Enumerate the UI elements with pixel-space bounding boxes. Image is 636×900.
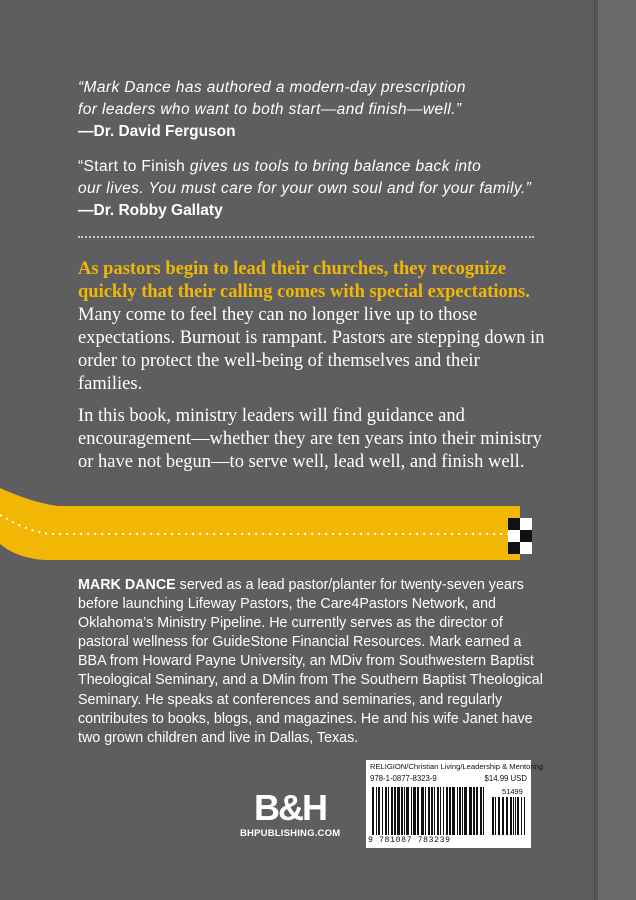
barcode-isbn: 978-1-0877-8323-9: [370, 774, 437, 783]
barcode-bar: [476, 787, 478, 835]
barcode-bar: [431, 787, 433, 835]
barcode-bar: [480, 787, 482, 835]
author-bio-text: served as a lead pastor/planter for twenty-seven years before launching Lifeway Pastors, the Care4Pastors Network, and Oklahoma’s Ministry Pipeline. He currently serves as the director of pastoral wellness for GuideStone Financial Resources. Mark earned a BBA from Howard Payne University, an MDiv from Southwestern Baptist Theological Seminary, and a DMin from The Southern Baptist Theological Seminary. He speaks at conferences and seminaries, and regularly contributes to books, blogs, and magazines. He and his wife Janet have two grown children and live in Dallas, Texas.: [78, 577, 543, 746]
barcode-bar: [394, 787, 396, 835]
checkered-flag: [508, 518, 532, 554]
barcode-price: $14.99 USD: [484, 774, 527, 783]
barcode-bar: [473, 787, 475, 835]
barcode-bar: [449, 787, 451, 835]
barcode-bar: [462, 787, 463, 835]
barcode-bar: [417, 787, 419, 835]
barcode-bar: [459, 787, 461, 835]
barcode-bar: [372, 787, 374, 835]
barcode-bar: [425, 787, 426, 835]
barcode-bar: [446, 787, 448, 835]
description-lead: As pastors begin to lead their churches, they recognize quickly that their calling comes with special expectations.: [78, 259, 530, 302]
barcode-addon-bar: [513, 797, 514, 835]
barcode-bar: [378, 787, 380, 835]
barcode-bar: [411, 787, 412, 835]
barcode-bar: [434, 787, 435, 835]
barcode-addon-bar: [506, 797, 508, 835]
barcode-addon-bar: [515, 797, 516, 835]
barcode-bar: [483, 787, 484, 835]
author-name: MARK DANCE: [78, 577, 176, 593]
author-bio: [78, 576, 553, 748]
publisher-logo-mark: B&H: [254, 787, 326, 828]
barcode-bar: [406, 787, 409, 835]
barcode-bar: [385, 787, 387, 835]
barcode-addon-bar: [521, 797, 522, 835]
description-paragraph-2: In this book, ministry leaders will find guidance and encouragement—whether they are ten years into their ministry or have not begun—to serve well, lead well, and finish well.: [78, 406, 542, 472]
endorsement-1-line-1: “Mark Dance has authored a modern-day prescription: [78, 79, 466, 96]
barcode-number: 9 781087 783239: [368, 836, 451, 845]
barcode-addon-bar: [492, 797, 494, 835]
barcode-bar: [376, 787, 377, 835]
barcode-bar: [443, 787, 444, 835]
barcode-bar: [388, 787, 389, 835]
barcode-bar: [391, 787, 393, 835]
barcode-addon-bar: [510, 797, 512, 835]
endorsement-2-attribution: —Dr. Robby Gallaty: [78, 202, 223, 219]
publisher-logo: [240, 787, 341, 839]
publisher-url: BHPUBLISHING.COM: [240, 828, 341, 839]
barcode-addon-bar: [502, 797, 504, 835]
barcode-bar: [397, 787, 400, 835]
endorsement-1-line-2: for leaders who want to both start—and finish—well.”: [78, 101, 462, 118]
description-rest: Many come to feel they can no longer live up to those expectations. Burnout is rampant. Pastors are stepping down in order to protect the well-being of themselves and their families.: [78, 305, 545, 394]
barcode-addon: 51499: [502, 787, 523, 796]
barcode-addon-bar: [517, 797, 519, 835]
endorsement-1-attribution: —Dr. David Ferguson: [78, 123, 236, 140]
endorsement-2-book-title: “Start to Finish: [78, 158, 186, 175]
barcode-bar: [413, 787, 416, 835]
barcode-bar: [401, 787, 403, 835]
barcode-addon-bar: [498, 797, 500, 835]
barcode-box: [366, 760, 544, 848]
barcode-addon-bar: [495, 797, 496, 835]
barcode-bar: [457, 787, 458, 835]
barcode-bar: [437, 787, 439, 835]
road-band: [0, 488, 520, 560]
barcode-bar: [469, 787, 472, 835]
barcode-bar: [440, 787, 441, 835]
barcode-bar: [464, 787, 467, 835]
barcode-bar: [382, 787, 383, 835]
endorsement-2-line-1: gives us tools to bring balance back into: [185, 158, 482, 175]
barcode-category: RELIGION/Christian Living/Leadership & Mentoring: [370, 762, 544, 771]
endorsement-2-line-2: our lives. You must care for your own soul and for your family.”: [78, 180, 532, 197]
barcode-bar: [452, 787, 455, 835]
barcode-bar: [421, 787, 424, 835]
barcode-addon-bar: [524, 797, 525, 835]
barcode-bar: [404, 787, 405, 835]
barcode-bar: [428, 787, 430, 835]
